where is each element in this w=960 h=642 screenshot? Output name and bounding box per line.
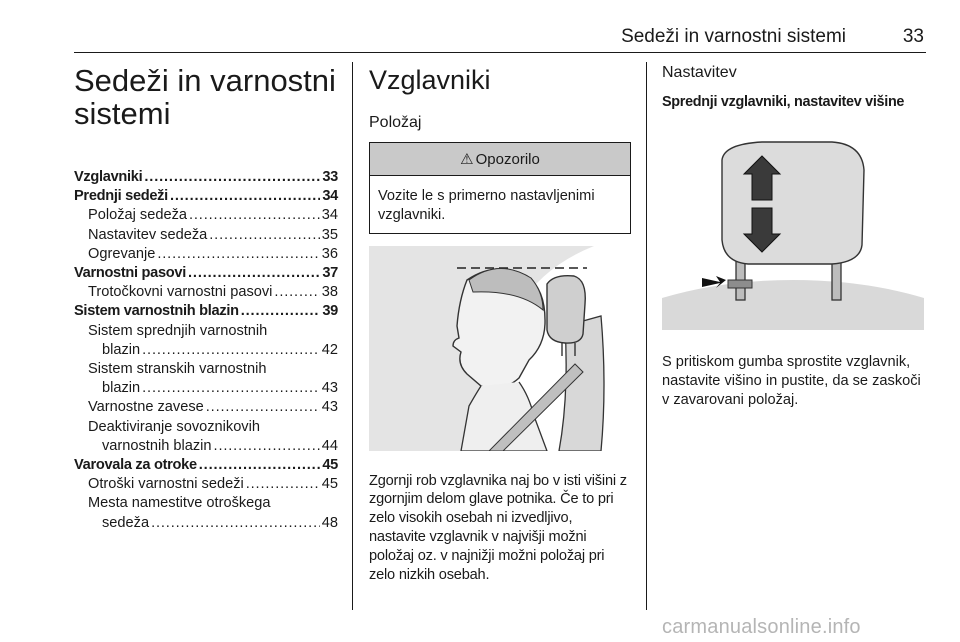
toc-page-number: 43 xyxy=(321,380,338,397)
toc-dot-leader xyxy=(214,437,320,456)
warning-text: Vozite le s primerno nastavljenimi vzglavniki. xyxy=(378,188,595,223)
toc-page-number: 34 xyxy=(322,188,338,205)
toc-page-number: 42 xyxy=(321,341,338,358)
toc-dot-leader xyxy=(241,302,321,321)
headrest-position-illustration xyxy=(369,246,631,451)
toc-entry-line: Deaktiviranje sovoznikovih xyxy=(88,418,260,435)
toc-entry-line: Sistem sprednjih varnostnih xyxy=(88,322,268,339)
column-divider xyxy=(646,62,647,610)
headrest-body-text: Zgornji rob vzglavnika naj bo v isti višini z zgornjim delom glave potnika. Če to pri zelo visokih osebah ni izvedljivo, nastavite vzglavnik v najvišji možni položaj oz. v najnižji možni položaj pri zelo nizkih osebah. xyxy=(369,472,627,583)
toc-entry-label: blazin xyxy=(102,380,141,397)
adjust-heading: Nastavitev xyxy=(662,64,737,81)
toc-entry-label: Ogrevanje xyxy=(88,245,156,262)
toc-dot-leader xyxy=(144,168,320,187)
toc-page-number: 45 xyxy=(321,476,338,493)
headrest-column xyxy=(369,64,632,584)
toc-page-number: 34 xyxy=(321,207,338,224)
table-of-contents xyxy=(74,168,338,533)
toc-page-number: 45 xyxy=(322,457,338,474)
chapter-title: Sedeži in varnostni sistemi xyxy=(74,63,336,131)
toc-entry-label: Položaj sedeža xyxy=(88,207,187,224)
toc-entry-label: varnostnih blazin xyxy=(102,437,212,454)
section-title: Vzglavniki xyxy=(369,65,491,95)
toc-dot-leader xyxy=(274,283,319,302)
toc-dot-leader xyxy=(157,245,319,264)
chapter-column xyxy=(74,64,338,533)
headrest-height-adjustment-illustration xyxy=(662,130,924,330)
headrest-shape xyxy=(547,275,585,342)
warning-box xyxy=(369,142,631,234)
headrest-cushion xyxy=(722,142,864,264)
toc-entry[interactable] xyxy=(74,283,338,302)
toc-page-number: 48 xyxy=(321,514,338,531)
toc-dot-leader xyxy=(189,206,320,225)
toc-dot-leader xyxy=(206,398,320,417)
toc-entry[interactable] xyxy=(74,206,338,225)
adjust-subheading: Sprednji vzglavniki, nastavitev višine xyxy=(662,94,905,110)
toc-dot-leader xyxy=(170,187,320,206)
toc-entry[interactable] xyxy=(74,475,338,494)
toc-entry[interactable] xyxy=(74,245,338,264)
warning-title: Opozorilo xyxy=(475,151,540,168)
toc-entry-label: Otroški varnostni sedeži xyxy=(88,476,244,493)
toc-dot-leader xyxy=(188,264,320,283)
toc-page-number: 43 xyxy=(321,399,338,416)
toc-page-number: 36 xyxy=(321,245,338,262)
adjustment-column xyxy=(662,64,927,409)
section-subheading: Položaj xyxy=(369,114,422,131)
toc-entry[interactable] xyxy=(74,437,338,456)
toc-entry[interactable] xyxy=(74,302,338,321)
toc-dot-leader xyxy=(246,475,320,494)
toc-page-number: 44 xyxy=(321,437,338,454)
toc-dot-leader xyxy=(151,514,320,533)
toc-entry[interactable] xyxy=(74,379,338,398)
warning-triangle-icon: ⚠ xyxy=(460,151,474,168)
release-button xyxy=(728,280,752,288)
toc-page-number: 39 xyxy=(322,303,338,320)
toc-page-number: 33 xyxy=(322,169,338,185)
toc-dot-leader xyxy=(209,226,320,245)
toc-entry[interactable] xyxy=(74,514,338,533)
warning-header xyxy=(370,143,630,176)
toc-entry[interactable] xyxy=(74,226,338,245)
toc-page-number: 35 xyxy=(321,226,338,243)
page-number: 33 xyxy=(902,26,924,47)
toc-entry[interactable] xyxy=(74,398,338,417)
toc-entry-label: Prednji sedeži xyxy=(74,188,168,205)
toc-entry[interactable] xyxy=(74,187,338,206)
toc-dot-leader xyxy=(199,456,321,475)
toc-entry-label: Vzglavniki xyxy=(74,169,143,185)
page-header xyxy=(74,26,926,53)
toc-entry-label: Nastavitev sedeža xyxy=(88,226,208,243)
toc-entry-label: Varovala za otroke xyxy=(74,457,197,474)
toc-dot-leader xyxy=(142,379,320,398)
toc-entry[interactable] xyxy=(74,264,338,283)
toc-entry-label: blazin xyxy=(102,341,141,358)
toc-page-number: 37 xyxy=(322,265,338,282)
toc-entry-label: Trotočkovni varnostni pasovi xyxy=(88,284,273,301)
toc-entry-label: Sistem varnostnih blazin xyxy=(74,303,239,320)
toc-entry-label: Varnostne zavese xyxy=(88,399,204,416)
header-title: Sedeži in varnostni sistemi xyxy=(621,26,846,47)
toc-entry-label: Varnostni pasovi xyxy=(74,265,186,282)
watermark: carmanualsonline.info xyxy=(662,616,861,638)
column-divider xyxy=(352,62,353,610)
toc-entry-line: Sistem stranskih varnostnih xyxy=(88,361,267,378)
toc-dot-leader xyxy=(142,341,320,360)
toc-page-number: 38 xyxy=(321,284,338,301)
toc-entry[interactable] xyxy=(74,168,338,187)
toc-entry-line: Mesta namestitve otroškega xyxy=(88,495,271,512)
adjust-body-text: S pritiskom gumba sprostite vzglavnik, nastavite višino in pustite, da se zaskoči v zavarovani položaj. xyxy=(662,354,921,408)
toc-entry-label: sedeža xyxy=(102,514,150,531)
toc-entry[interactable] xyxy=(74,341,338,360)
toc-entry[interactable] xyxy=(74,456,338,475)
